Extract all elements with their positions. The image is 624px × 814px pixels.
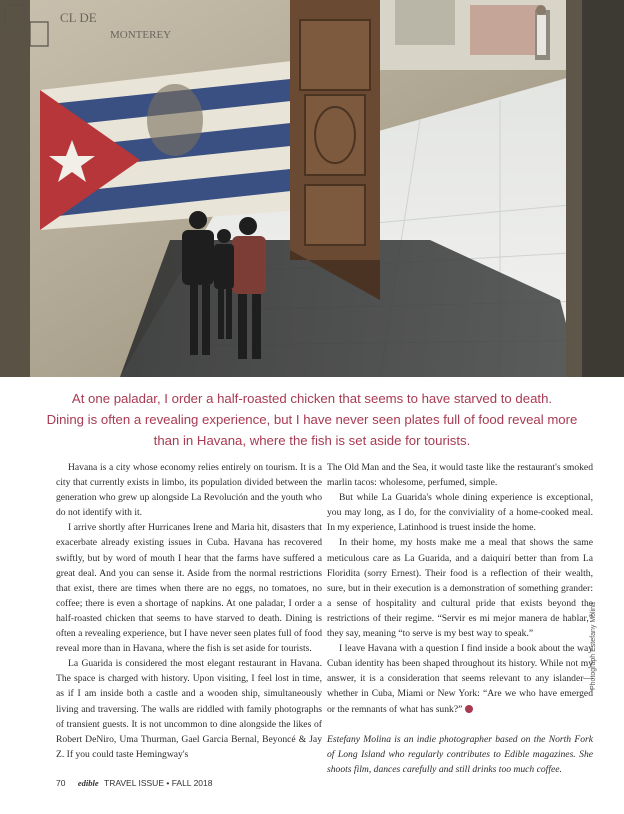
author-bio: Estefany Molina is an indie photographer based on the North Fork of Long Island who regularly contributes to Edible magazines. She shoots film, dances carefully and still drinks too much coffee. bbox=[327, 733, 593, 775]
brand-logo: edible bbox=[77, 777, 99, 788]
article-paragraph: In their home, my hosts make me a meal that shows the same meticulous care as La Guarida, and a daiquirí better than from La Floridita (sorry Ernest). Their food is a reflection of their wealth, sure, but in their execution is a demonstration of something grander: a sense of hospitality and cultural pride that exists beyond the restrictions of their regime. “Servir es mi mejor manera de hablar,” they say, meaning “to serve is my best way to speak.” bbox=[327, 537, 593, 640]
mural-text-bottom: MONTEREY bbox=[110, 29, 172, 41]
article-paragraph-last bbox=[327, 641, 593, 716]
havana-interior-illustration bbox=[0, 0, 624, 377]
hero-photo bbox=[0, 0, 624, 377]
end-mark-icon bbox=[465, 705, 473, 713]
article-paragraph: But while La Guarida's whole dining experience is exceptional, you may long, as I do, for the conviviality of a home-cooked meal. In my experience, Latinhood is truest inside the home. bbox=[327, 492, 593, 534]
carved-wooden-door bbox=[290, 0, 380, 300]
pull-quote-line: Dining is often a revealing experience, but I have never seen plates full of food reveal more bbox=[46, 412, 578, 427]
page-number: 70 bbox=[56, 777, 66, 788]
article-paragraph: La Guarida is considered the most elegant restaurant in Havana. The space is charged with history. Upon visiting, I feel lost in time, as if I am inside both a castle and a wooden ship, simultaneously living and traversing. The walls are riddled with family photographs of transient guests. It is not uncommon to dine alongside the likes of Robert DeNiro, Uma Thurman, Gael Garcia Bernal, Beyoncé & Jay Z. If you could taste Hemingway's bbox=[56, 658, 322, 760]
article-paragraph-text: I leave Havana with a question I find inside a book about the way Cuban identity has been shaped throughout its history. While not my answer, it is a consideration that seems relevant to any islander—whether in Cuba, Miami or New York: “Are we who have emerged or the remnants of what has sunk?” bbox=[327, 643, 593, 715]
photo-credit: Photograph Estefany Molina bbox=[590, 602, 597, 690]
pull-quote bbox=[40, 388, 584, 451]
mural-text-top: CL DE bbox=[60, 10, 97, 25]
cuban-flag-mural bbox=[40, 60, 300, 230]
article-paragraph: Havana is a city whose economy relies entirely on tourism. It is a city that currently exists in limbo, its population divided between the generation who grew up alongside La Revolución and the youth who do not identify with it. bbox=[56, 462, 322, 519]
pull-quote-line: than in Havana, where the fish is set aside for tourists. bbox=[153, 433, 471, 448]
article-paragraph: The Old Man and the Sea, it would taste like the restaurant's smoked marlin tacos: wholesome, perfumed, simple. bbox=[327, 462, 593, 489]
issue-label: TRAVEL ISSUE • FALL 2018 bbox=[104, 777, 213, 788]
page-footer bbox=[56, 777, 213, 788]
article-paragraph: I arrive shortly after Hurricanes Irene and Maria hit, disasters that exacerbate already existing issues in Cuba. Havana has recovered swiftly, but by word of mouth I hear that the farms have suffered a great deal. And you can sense it. Aside from the normal restrictions that exist, there are times when there are no eggs, no tomatoes, no coffee; there is even a shortage of napkins. At one paladar, I order a half-roasted chicken that seems to have starved to death. Dining is often a revealing experience, but I have never seen plates full of food reveal more than in Havana, where the fish is set aside for tourists. bbox=[56, 522, 322, 655]
article-column-right bbox=[327, 460, 593, 777]
pull-quote-line: At one paladar, I order a half-roasted chicken that seems to have starved to death. bbox=[71, 391, 553, 406]
article-column-left bbox=[56, 460, 322, 762]
people-silhouettes bbox=[182, 211, 266, 359]
